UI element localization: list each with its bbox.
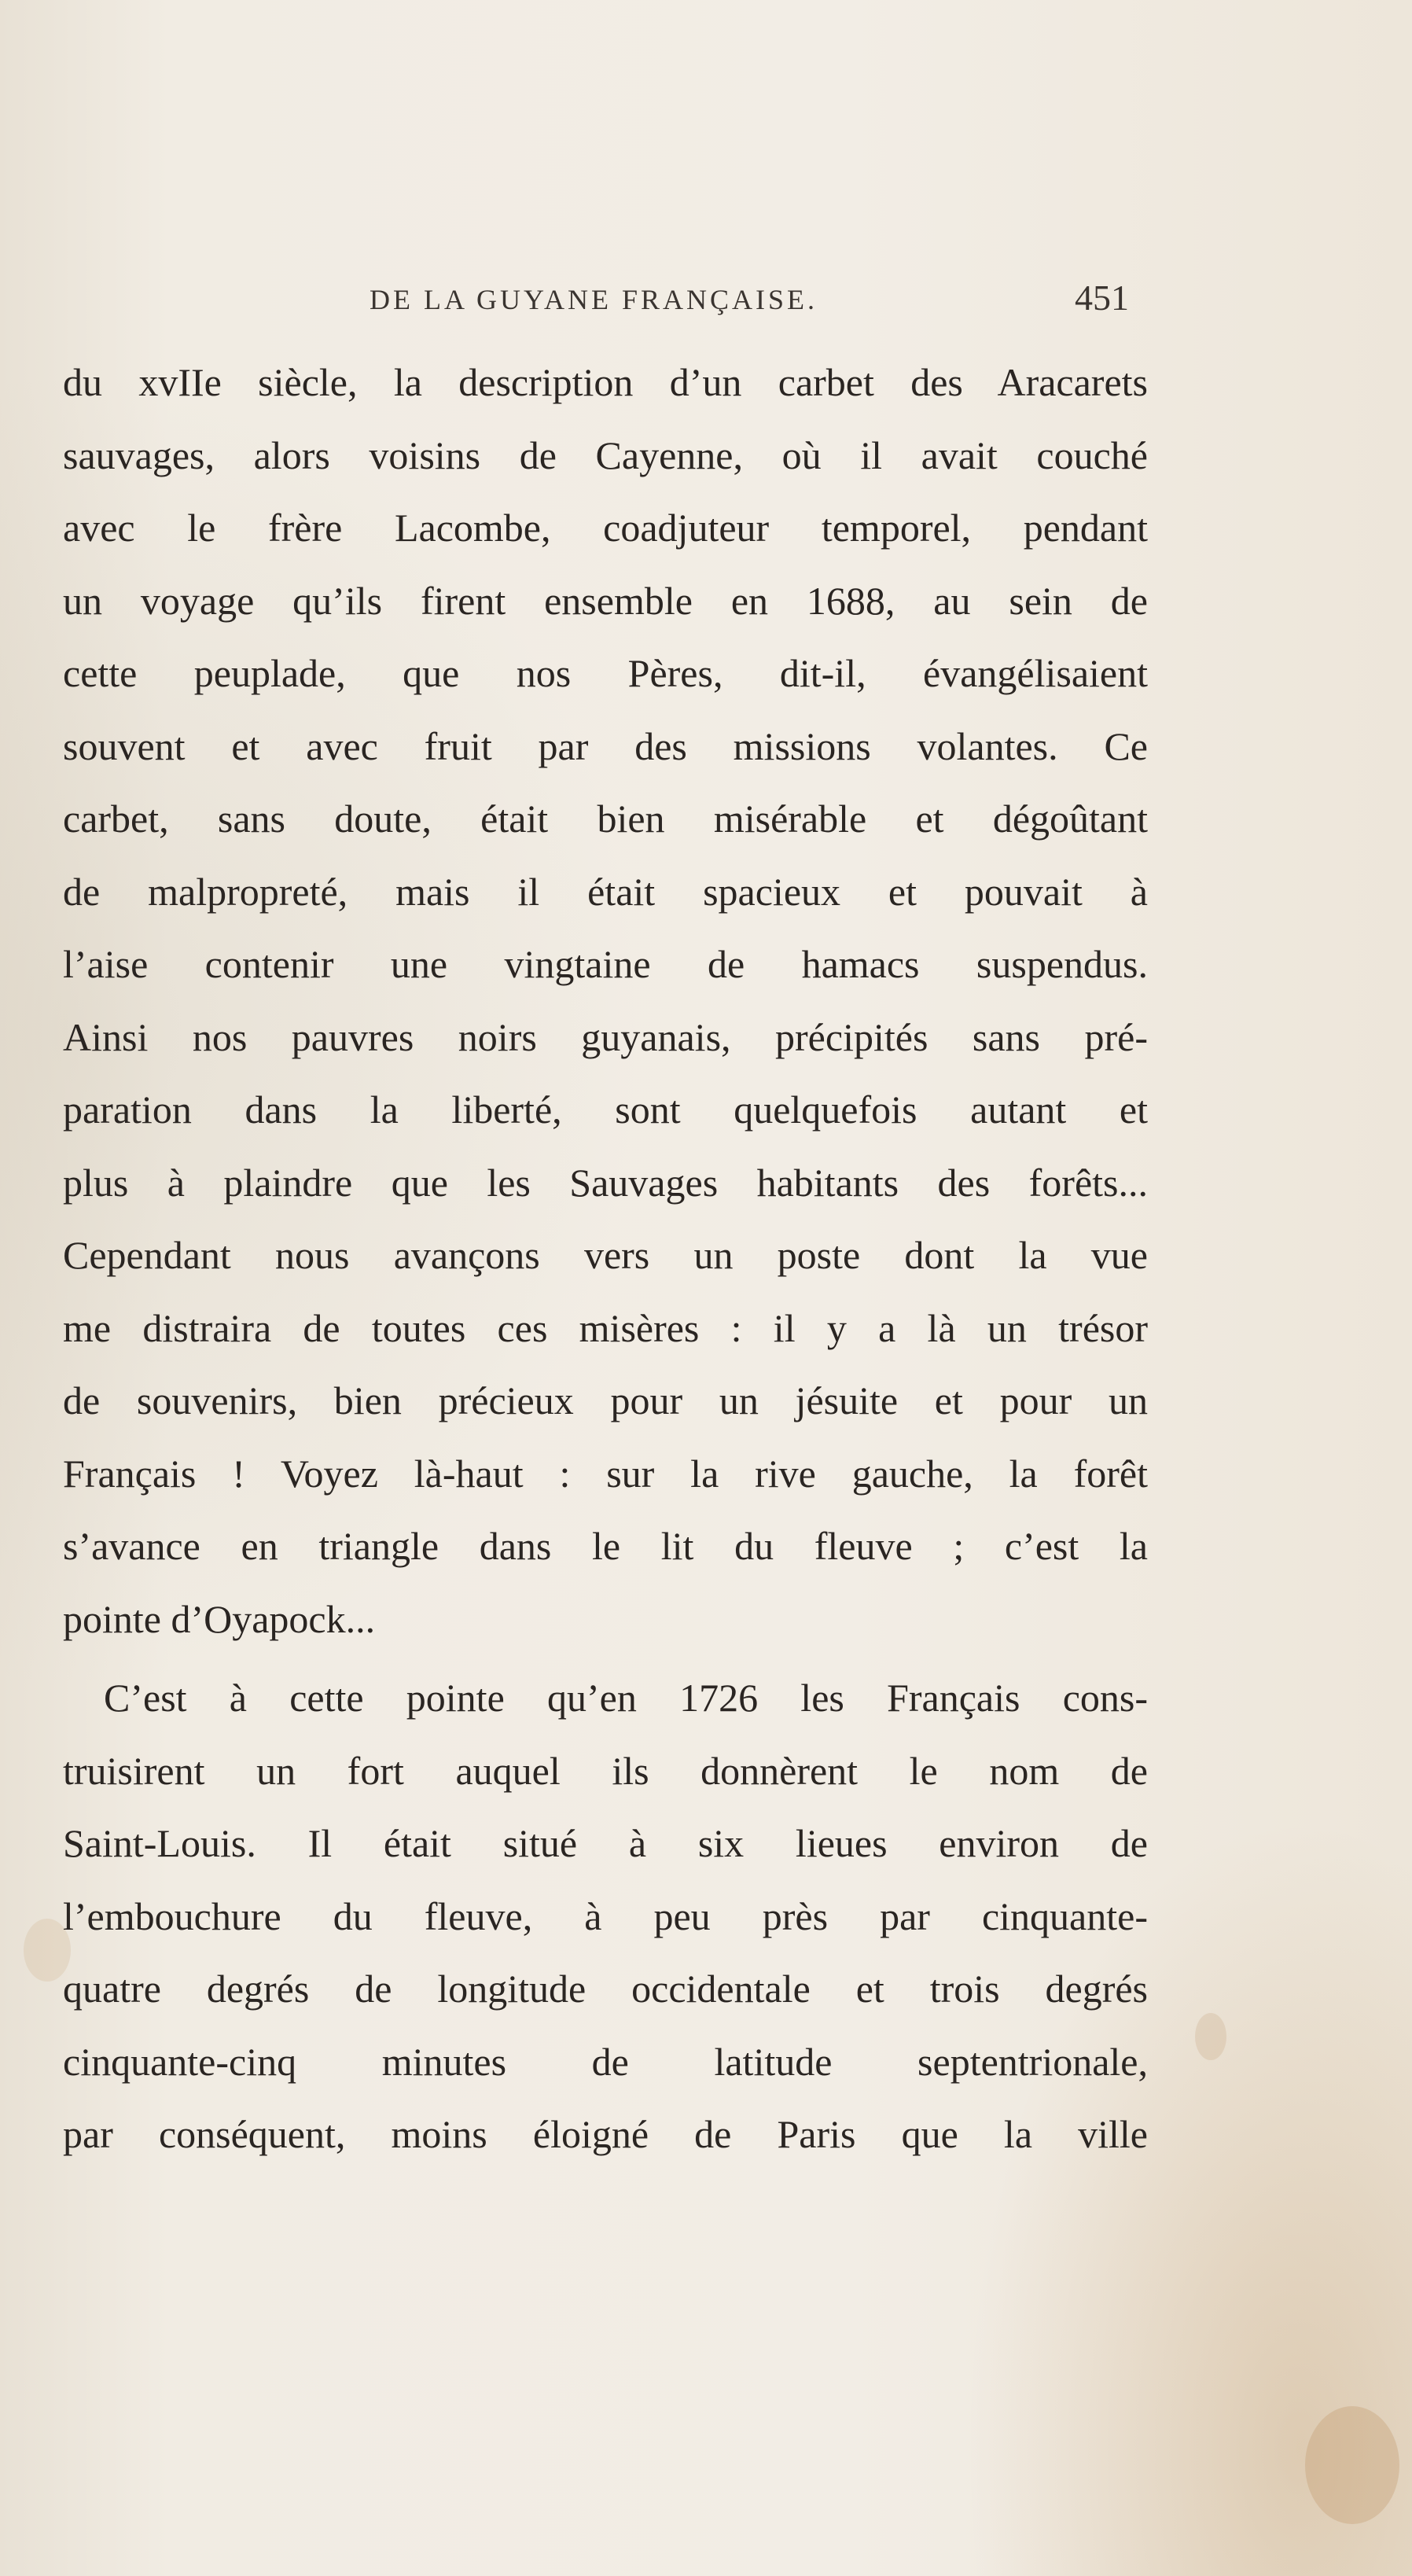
text-line: Cependant nous avançons vers un poste dont la vue — [63, 1233, 1148, 1277]
text-line: Saint-Louis. Il était situé à six lieues environ de — [63, 1821, 1148, 1865]
text-line: l’aise contenir une vingtaine de hamacs suspendus. — [63, 942, 1148, 986]
text-line: sauvages, alors voisins de Cayenne, où il avait couché — [63, 432, 1148, 477]
text-line: souvent et avec fruit par des missions volantes. Ce — [63, 723, 1148, 768]
text-line: pointe d’Oyapock... — [63, 1596, 376, 1641]
running-head: DE LA GUYANE FRANÇAISE. — [370, 284, 818, 315]
text-line: avec le frère Lacombe, coadjuteur temporel, pendant — [63, 506, 1148, 550]
paragraph-gap — [63, 1655, 1148, 1662]
foxing-stain — [1305, 2406, 1399, 2524]
text-line: de souvenirs, bien précieux pour un jésuite et pour un — [63, 1378, 1148, 1422]
foxing-stain — [1195, 2013, 1226, 2060]
text-line: un voyage qu’ils firent ensemble en 1688, au sein de — [63, 578, 1148, 623]
text-line: du xvIIe siècle, la description d’un carbet des Aracarets — [63, 360, 1148, 404]
text-line: truisirent un fort auquel ils donnèrent le nom de — [63, 1748, 1148, 1793]
text-line: carbet, sans doute, était bien misérable et dégoûtant — [63, 797, 1148, 841]
text-line: Français ! Voyez là-haut : sur la rive gauche, la forêt — [63, 1451, 1148, 1496]
paragraph-1 — [63, 346, 1148, 1655]
text-line: cinquante-cinq minutes de latitude septentrionale, — [63, 2039, 1148, 2084]
text-line: paration dans la liberté, sont quelquefois autant et — [63, 1087, 1148, 1132]
text-line: par conséquent, moins éloigné de Paris que la ville — [63, 2112, 1148, 2156]
paragraph-2 — [63, 1662, 1148, 2171]
text-line: s’avance en triangle dans le lit du fleuve ; c’est la — [63, 1524, 1148, 1568]
text-line: plus à plaindre que les Sauvages habitants des forêts... — [63, 1160, 1148, 1205]
text-line: quatre degrés de longitude occidentale et trois degrés — [63, 1967, 1148, 2011]
text-line: de malpropreté, mais il était spacieux et pouvait à — [63, 869, 1148, 914]
text-line: Ainsi nos pauvres noirs guyanais, précipités sans pré- — [63, 1014, 1148, 1059]
text-line: l’embouchure du fleuve, à peu près par cinquante- — [63, 1893, 1148, 1938]
text-line: C’est à cette pointe qu’en 1726 les Français cons- — [104, 1676, 1148, 1720]
body-text — [63, 346, 1148, 2171]
text-line: cette peuplade, que nos Pères, dit-il, évangélisaient — [63, 651, 1148, 695]
text-line: me distraira de toutes ces misères : il y a là un trésor — [63, 1305, 1148, 1350]
page-number: 451 — [1075, 278, 1129, 318]
